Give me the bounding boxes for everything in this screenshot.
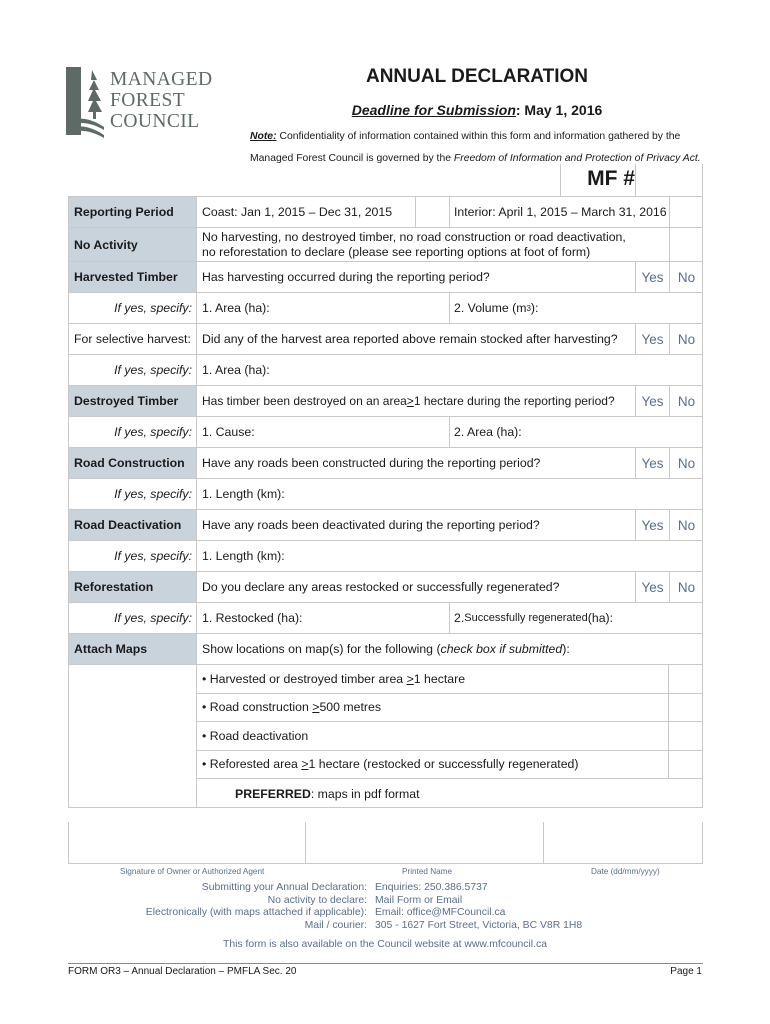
submission-labels [146, 882, 367, 932]
yes-option[interactable]: Yes [635, 510, 669, 540]
yes-option[interactable]: Yes [635, 572, 669, 602]
area-field[interactable]: 2. Area (ha): [454, 425, 522, 439]
item-unit: (ha): [587, 611, 614, 625]
instruction-italic: check box if submitted [440, 642, 563, 656]
website-note: This form is also available on the Council website at www.mfcouncil.ca [223, 939, 547, 950]
superscript: 3 [526, 303, 531, 313]
row-label: Attach Maps [69, 634, 197, 664]
coast-period: Coast: Jan 1, 2015 – Dec 31, 2015 [202, 205, 393, 219]
signature-field[interactable] [69, 822, 305, 863]
deadline [252, 102, 702, 118]
no-activity-line: no reforestation to declare (please see reporting options at foot of form) [202, 244, 591, 259]
road-construction-specify-row [69, 479, 702, 510]
signature-label: Signature of Owner or Authorized Agent [120, 867, 265, 876]
no-option[interactable]: No [669, 324, 703, 354]
row-label: If yes, specify: [69, 293, 197, 323]
volume-label-end: ): [530, 301, 539, 315]
deadline-value: : May 1, 2016 [515, 102, 603, 118]
map-checklist-item [197, 722, 702, 751]
logo-wordmark [110, 69, 212, 132]
declaration-form [68, 196, 703, 808]
selective-harvest-row [69, 324, 702, 355]
footer-divider [68, 963, 703, 964]
item-text: 500 metres [319, 700, 381, 715]
preferred-label: PREFERRED [235, 787, 311, 801]
row-label: No Activity [69, 228, 197, 261]
maps-checklist [69, 665, 702, 807]
question [197, 386, 635, 416]
map-checkbox[interactable] [668, 722, 702, 750]
mf-number-box [560, 164, 703, 196]
reporting-period-row [69, 197, 702, 228]
map-checklist-item [197, 665, 702, 694]
row-label: Road Deactivation [69, 510, 197, 540]
form-id: FORM OR3 – Annual Declaration – PMFLA Sec. 20 [68, 966, 297, 977]
mf-label: MF # [587, 167, 635, 190]
area-field[interactable]: 1. Area (ha): [202, 301, 270, 315]
item-text: • Harvested or destroyed timber area [202, 671, 404, 686]
attach-maps-instruction [197, 634, 703, 664]
submission-label: Submitting your Annual Declaration: [201, 882, 367, 893]
item-symbol: > [301, 757, 309, 772]
length-field[interactable]: 1. Length (km): [202, 549, 285, 563]
preferred-text: : maps in pdf format [310, 787, 420, 801]
item-symbol: > [312, 700, 320, 715]
note-text: Confidentiality of information contained within this form and information gathered by the [276, 131, 681, 142]
row-label: If yes, specify: [69, 603, 197, 633]
map-checklist-item [197, 694, 702, 723]
item-text: • Reforested area [202, 757, 298, 772]
no-activity-method: Mail Form or Email [375, 894, 463, 906]
instruction-part: ): [562, 642, 570, 656]
logo-line: MANAGED [110, 69, 213, 90]
no-option[interactable]: No [669, 510, 703, 540]
road-deactivation-row [69, 510, 702, 541]
row-label: If yes, specify: [69, 355, 197, 385]
yes-option[interactable]: Yes [635, 262, 669, 292]
question: Do you declare any areas restocked or successfully regenerated? [202, 580, 560, 594]
map-checkbox[interactable] [668, 694, 702, 722]
item-text: • Road deactivation [202, 728, 309, 743]
item-text: Successfully regenerated [464, 612, 588, 624]
row-label: If yes, specify: [69, 417, 197, 447]
submission-label: Mail / courier: [304, 919, 367, 931]
selective-specify-row [69, 355, 702, 386]
interior-period: Interior: April 1, 2015 – March 31, 2016 [454, 205, 667, 219]
item-number: 2. [454, 611, 465, 625]
question-part: Has timber been destroyed on an area [202, 394, 407, 408]
volume-field[interactable] [449, 293, 703, 323]
harvested-specify-row [69, 293, 702, 324]
deadline-label: Deadline for Submission [351, 102, 516, 118]
submission-label: No activity to declare: [267, 894, 367, 906]
map-checkbox[interactable] [668, 751, 702, 779]
road-construction-row [69, 448, 702, 479]
regenerated-field[interactable] [449, 603, 703, 633]
no-activity-text [197, 228, 669, 261]
item-text: 1 hectare [413, 671, 466, 686]
page-number: Page 1 [670, 966, 702, 977]
printed-name-field[interactable] [306, 822, 543, 863]
item-text: • Road construction [202, 700, 309, 715]
printed-name-label: Printed Name [402, 867, 453, 876]
item-symbol: > [406, 671, 414, 686]
cause-field[interactable]: 1. Cause: [202, 425, 255, 439]
question: Have any roads been deactivated during the reporting period? [202, 518, 540, 532]
signature-block [68, 822, 703, 864]
question-part: 1 hectare during the reporting period? [413, 394, 615, 408]
row-label: Road Construction [69, 448, 197, 478]
yes-option[interactable]: Yes [635, 448, 669, 478]
row-label: Reporting Period [69, 197, 197, 227]
length-field[interactable]: 1. Length (km): [202, 487, 285, 501]
no-activity-row [69, 228, 702, 262]
note-text-2: Managed Forest Council is governed by the [250, 153, 454, 164]
volume-label: 2. Volume (m [454, 301, 527, 315]
page-title: ANNUAL DECLARATION [365, 66, 588, 87]
instruction-part: Show locations on map(s) for the following ( [202, 642, 441, 656]
mail-address: 305 - 1627 Fort Street, Victoria, BC V8R 1H8 [375, 919, 583, 931]
reforestation-specify-row [69, 603, 702, 634]
tree-emblem-icon [66, 67, 106, 139]
restocked-field[interactable]: 1. Restocked (ha): [202, 611, 303, 625]
note-label: Note: [250, 131, 277, 142]
map-checklist-item [197, 751, 702, 780]
row-label: Harvested Timber [69, 262, 197, 292]
no-activity-checkbox[interactable] [669, 228, 670, 261]
destroyed-timber-row [69, 386, 702, 417]
question: Has harvesting occurred during the reporting period? [202, 270, 490, 284]
email-address[interactable]: Email: office@MFCouncil.ca [375, 907, 506, 919]
no-option[interactable]: No [669, 448, 703, 478]
enquiries-phone: Enquiries: 250.386.5737 [375, 882, 488, 893]
row-label: If yes, specify: [69, 479, 197, 509]
attach-maps-row [69, 634, 702, 665]
road-deactivation-specify-row [69, 541, 702, 572]
no-option[interactable]: No [669, 572, 703, 602]
managed-forest-council-logo [66, 67, 216, 139]
yes-option[interactable]: Yes [635, 386, 669, 416]
logo-line: FOREST [110, 90, 186, 111]
submission-values [375, 882, 582, 932]
question-symbol: > [406, 394, 414, 408]
map-checkbox[interactable] [668, 665, 702, 693]
area-field[interactable]: 1. Area (ha): [202, 363, 270, 377]
logo-line: COUNCIL [110, 111, 200, 132]
interior-checkbox[interactable] [669, 197, 670, 227]
row-label: For selective harvest: [69, 324, 197, 354]
date-label: Date (dd/mm/yyyy) [591, 867, 660, 876]
question: Have any roads been constructed during the reporting period? [202, 456, 541, 470]
no-activity-line: No harvesting, no destroyed timber, no road construction or road deactivation, [202, 229, 626, 244]
preferred-note [235, 787, 420, 801]
mf-number-input[interactable] [635, 164, 703, 196]
harvested-timber-row [69, 262, 702, 293]
item-text: 1 hectare (restocked or successfully regenerated) [308, 757, 579, 772]
yes-option[interactable]: Yes [635, 324, 669, 354]
no-option[interactable]: No [669, 386, 703, 416]
note-act: Freedom of Information and Protection of Privacy Act. [453, 153, 701, 164]
destroyed-specify-row [69, 417, 702, 448]
row-label: If yes, specify: [69, 541, 197, 571]
submission-label: Electronically (with maps attached if applicable): [145, 907, 367, 919]
no-option[interactable]: No [669, 262, 703, 292]
date-field[interactable] [544, 822, 702, 863]
row-label: Destroyed Timber [69, 386, 197, 416]
reforestation-row [69, 572, 702, 603]
question: Did any of the harvest area reported above remain stocked after harvesting? [202, 332, 618, 346]
row-label: Reforestation [69, 572, 197, 602]
